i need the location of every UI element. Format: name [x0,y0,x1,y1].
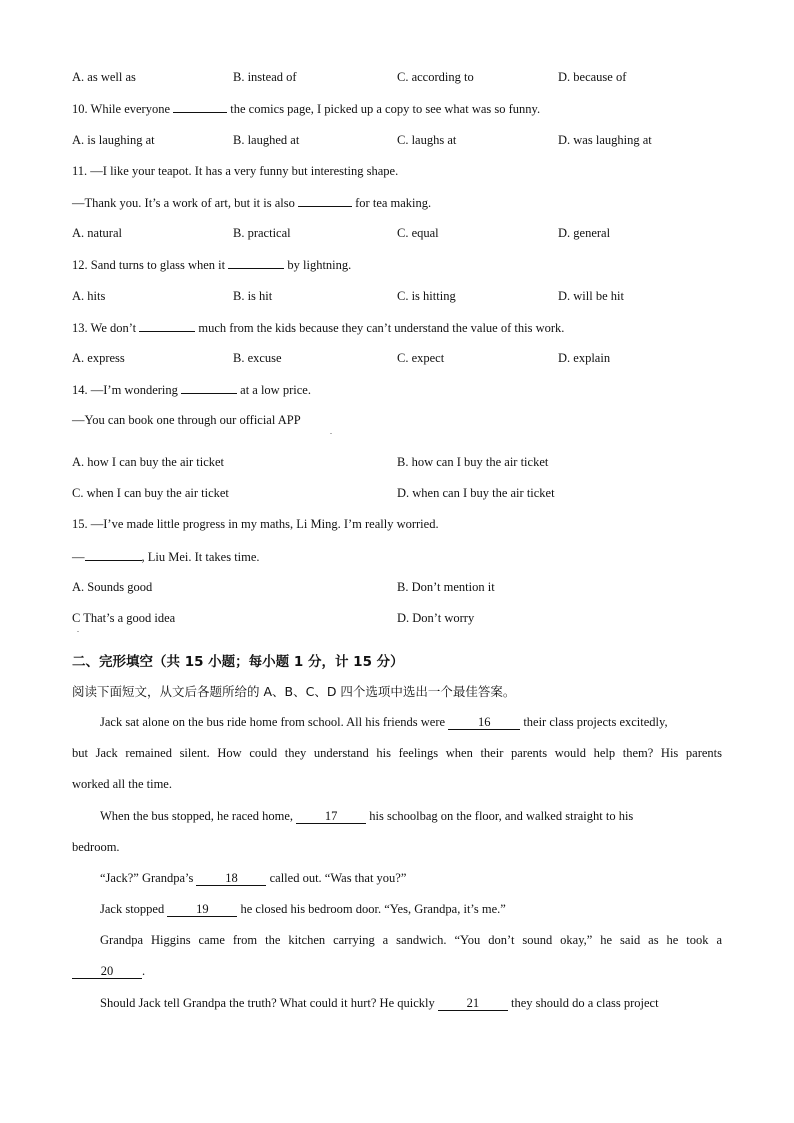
cloze-blank-19: 19 [167,903,237,917]
q11-text: —Thank you. It’s a work of art, but it is also [72,196,299,210]
passage-p3 [100,870,722,886]
q12-option-b: B. is hit [233,289,273,303]
passage-text: Jack sat alone on the bus ride home from school. All his friends were [100,715,449,729]
q9-option-b: B. instead of [233,70,297,84]
q12-option-d: D. will be hit [558,289,624,303]
q12-text: 12. Sand turns to glass when it [72,258,229,272]
passage-p1-line1 [100,714,722,730]
q9-option-c: C. according to [397,70,474,84]
passage-text: called out. “Was that you?” [266,871,407,885]
q9-option-d: D. because of [558,70,627,84]
q15-options-row2 [72,610,752,626]
passage-p5-line1: Grandpa Higgins came from the kitchen carrying a sandwich. “You don’t sound okay,” he said as he took a [100,933,722,947]
q12-options [72,288,752,304]
passage-text: his schoolbag on the floor, and walked straight to his [366,809,634,823]
q13-text-end: much from the kids because they can’t understand the value of this work. [195,321,565,335]
q11-line1: 11. —I like your teapot. It has a very funny but interesting shape. [72,164,399,178]
q14-option-c: C. when I can buy the air ticket [72,486,229,500]
q10-option-c: C. laughs at [397,133,457,147]
q15-dash: — [72,550,85,564]
q10-blank [173,100,227,113]
q14-option-a: A. how I can buy the air ticket [72,455,225,469]
q11-options [72,225,752,241]
q14-options-row1 [72,454,752,470]
q12-text-end: by lightning. [284,258,352,272]
q10-option-a: A. is laughing at [72,133,155,147]
passage-text: Jack stopped [100,902,168,916]
q12-blank [228,256,284,269]
q10-options [72,132,752,148]
q14-text: 14. —I’m wondering [72,383,182,397]
q13-option-d: D. explain [558,351,611,365]
stray-dot-mark: . [330,427,332,436]
cloze-blank-21: 21 [438,997,508,1011]
q13-blank [139,319,195,332]
cloze-blank-17: 17 [296,810,366,824]
q11-option-b: B. practical [233,226,291,240]
q11-option-c: C. equal [397,226,439,240]
q9-option-a: A. as well as [72,70,136,84]
q9-options [72,69,752,85]
passage-p2-line2: bedroom. [72,840,120,854]
q13-option-a: A. express [72,351,125,365]
q15-text-end: , Liu Mei. It takes time. [141,550,260,564]
q10-option-b: B. laughed at [233,133,300,147]
q15-options-row1 [72,579,752,595]
section-instruction: 阅读下面短文，从文后各题所给的 A、B、C、D 四个选项中选出一个最佳答案。 [72,684,516,699]
q10-question [72,100,540,117]
q13-question [72,319,564,336]
q11-blank [298,194,352,207]
cloze-blank-18: 18 [196,872,266,886]
passage-p4 [100,901,722,917]
q13-text: 13. We don’t [72,321,140,335]
passage-p2-line1 [100,808,722,824]
q14-text-end: at a low price. [237,383,311,397]
q10-text: 10. While everyone [72,102,174,116]
passage-p1-line3: worked all the time. [72,777,172,791]
q13-option-c: C. expect [397,351,445,365]
q10-text-end: the comics page, I picked up a copy to see what was so funny. [227,102,541,116]
q11-line2 [72,194,431,211]
cloze-blank-16: 16 [448,716,520,730]
cloze-blank-20: 20 [72,965,142,979]
q15-option-a: A. Sounds good [72,580,153,594]
q11-option-a: A. natural [72,226,122,240]
q12-option-a: A. hits [72,289,106,303]
q15-blank [85,548,142,561]
q15-line1: 15. —I’ve made little progress in my maths, Li Ming. I’m really worried. [72,517,439,531]
q10-option-d: D. was laughing at [558,133,652,147]
passage-p6 [100,995,722,1011]
passage-p5-line2 [72,963,722,979]
q13-option-b: B. excuse [233,351,282,365]
passage-p1-line2: but Jack remained silent. How could they understand his feelings when their parents would help them? His parents [72,746,722,760]
passage-text: they should do a class project [507,996,659,1010]
passage-text: When the bus stopped, he raced home, [100,809,297,823]
q14-option-d: D. when can I buy the air ticket [397,486,555,500]
passage-text: Should Jack tell Grandpa the truth? What could it hurt? He quickly [100,996,438,1010]
q14-line2: —You can book one through our official APP [72,413,301,427]
passage-text: . [142,964,146,978]
q15-line2 [72,548,260,565]
q12-question [72,256,351,273]
passage-text: their class projects excitedly, [520,715,668,729]
q14-options-row2 [72,485,752,501]
stray-dot-mark-2: . [77,625,79,634]
q11-text-end: for tea making. [352,196,432,210]
q12-option-c: C. is hitting [397,289,456,303]
q15-option-c: C That’s a good idea [72,611,176,625]
q14-option-b: B. how can I buy the air ticket [397,455,549,469]
section-heading: 二、完形填空（共 15 小题；每小题 1 分，计 15 分） [72,654,404,670]
q14-blank [181,381,237,394]
passage-text: “Jack?” Grandpa’s [100,871,197,885]
q15-option-b: B. Don’t mention it [397,580,495,594]
passage-text: he closed his bedroom door. “Yes, Grandpa, it’s me.” [237,902,506,916]
q14-line1 [72,381,311,398]
q11-option-d: D. general [558,226,611,240]
q13-options [72,350,752,366]
q15-option-d: D. Don’t worry [397,611,475,625]
